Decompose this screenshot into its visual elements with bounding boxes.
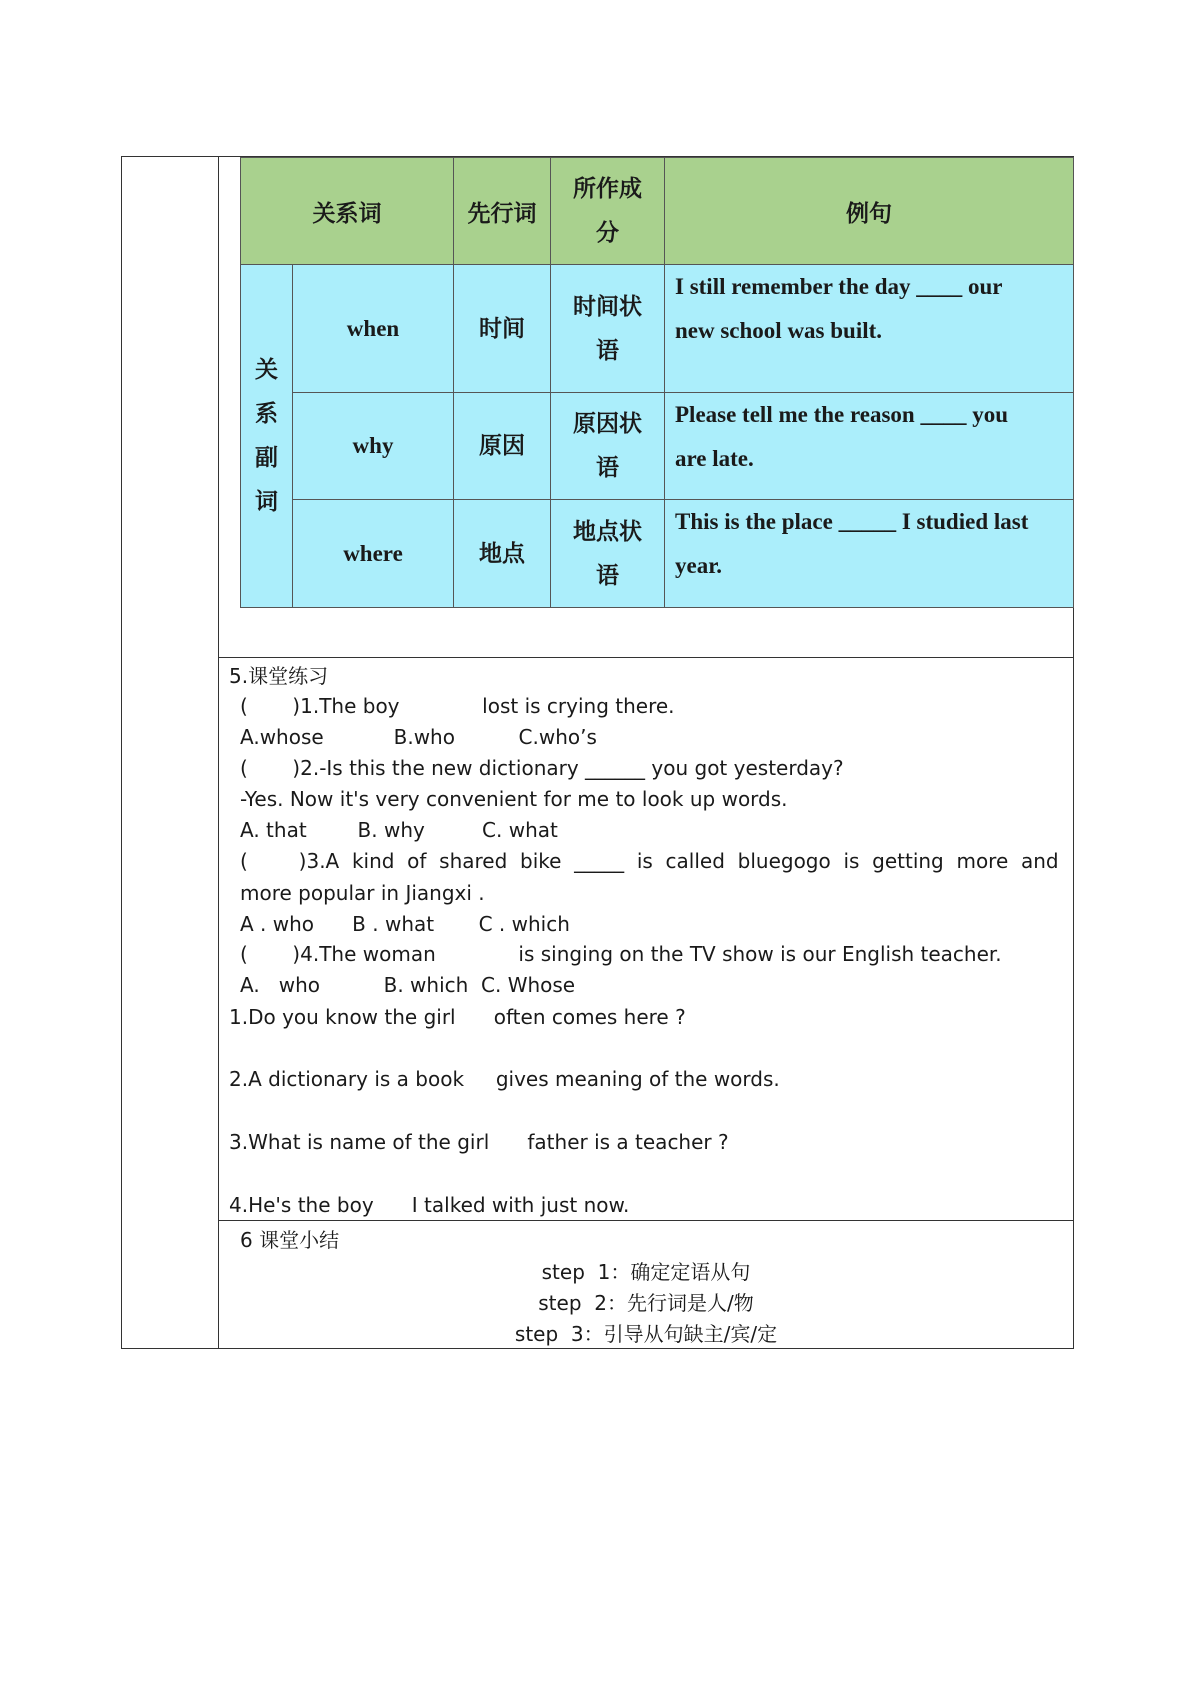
row-divider-practice	[218, 657, 1074, 658]
practice-line: A. that B. why C. what	[240, 818, 558, 842]
row-role: 时间状 语	[550, 264, 665, 393]
summary-step: step 3：引导从句缺主/宾/定	[514, 1322, 778, 1346]
practice-line: A.whose B.who C.who’s	[240, 725, 597, 749]
practice-line: more popular in Jiangxi .	[240, 881, 485, 905]
column-divider	[218, 156, 219, 1349]
header-antecedent: 先行词	[453, 157, 551, 265]
row-role: 原因状 语	[550, 392, 665, 500]
row-role: 地点状 语	[550, 499, 665, 608]
practice-line: A . who B . what C . which	[240, 912, 570, 936]
row-word-where: where	[292, 499, 454, 608]
practice-line: ( )3.A kind of shared bike _____ is called bluegogo is getting more and	[240, 849, 1059, 873]
practice-line: ( )1.The boy lost is crying there.	[240, 694, 675, 718]
row-word-why: why	[292, 392, 454, 500]
row-example: Please tell me the reason ____ you are late.	[664, 392, 1074, 500]
row-antecedent: 原因	[453, 392, 551, 500]
row-antecedent: 地点	[453, 499, 551, 608]
practice-line: ( )2.-Is this the new dictionary ______ you got yesterday?	[240, 756, 844, 780]
summary-title: 6 课堂小结	[240, 1228, 340, 1252]
row-example: I still remember the day ____ our new school was built.	[664, 264, 1074, 393]
row-word-when: when	[292, 264, 454, 393]
row-divider-summary	[218, 1220, 1074, 1221]
row-example: This is the place _____ I studied last year.	[664, 499, 1074, 608]
row-antecedent: 时间	[453, 264, 551, 393]
header-example: 例句	[664, 157, 1074, 265]
summary-step: step 1：确定定语从句	[541, 1260, 751, 1284]
practice-line: A. who B. which C. Whose	[240, 973, 576, 997]
group-label-relative-adverb: 关 系 副 词	[240, 264, 293, 608]
fill-blank-line: 2.A dictionary is a book gives meaning of the words.	[229, 1067, 780, 1091]
practice-line: -Yes. Now it's very convenient for me to look up words.	[240, 787, 788, 811]
relative-adverb-table	[240, 157, 1074, 608]
summary-step: step 2：先行词是人/物	[538, 1291, 754, 1315]
header-relword: 关系词	[240, 157, 454, 265]
practice-line: ( )4.The woman is singing on the TV show is our English teacher.	[240, 942, 1002, 966]
fill-blank-line: 4.He's the boy I talked with just now.	[229, 1193, 630, 1217]
header-role: 所作成 分	[550, 157, 665, 265]
practice-title: 5.课堂练习	[229, 664, 329, 688]
fill-blank-line: 1.Do you know the girl often comes here ?	[229, 1005, 686, 1029]
fill-blank-line: 3.What is name of the girl father is a teacher ?	[229, 1130, 729, 1154]
